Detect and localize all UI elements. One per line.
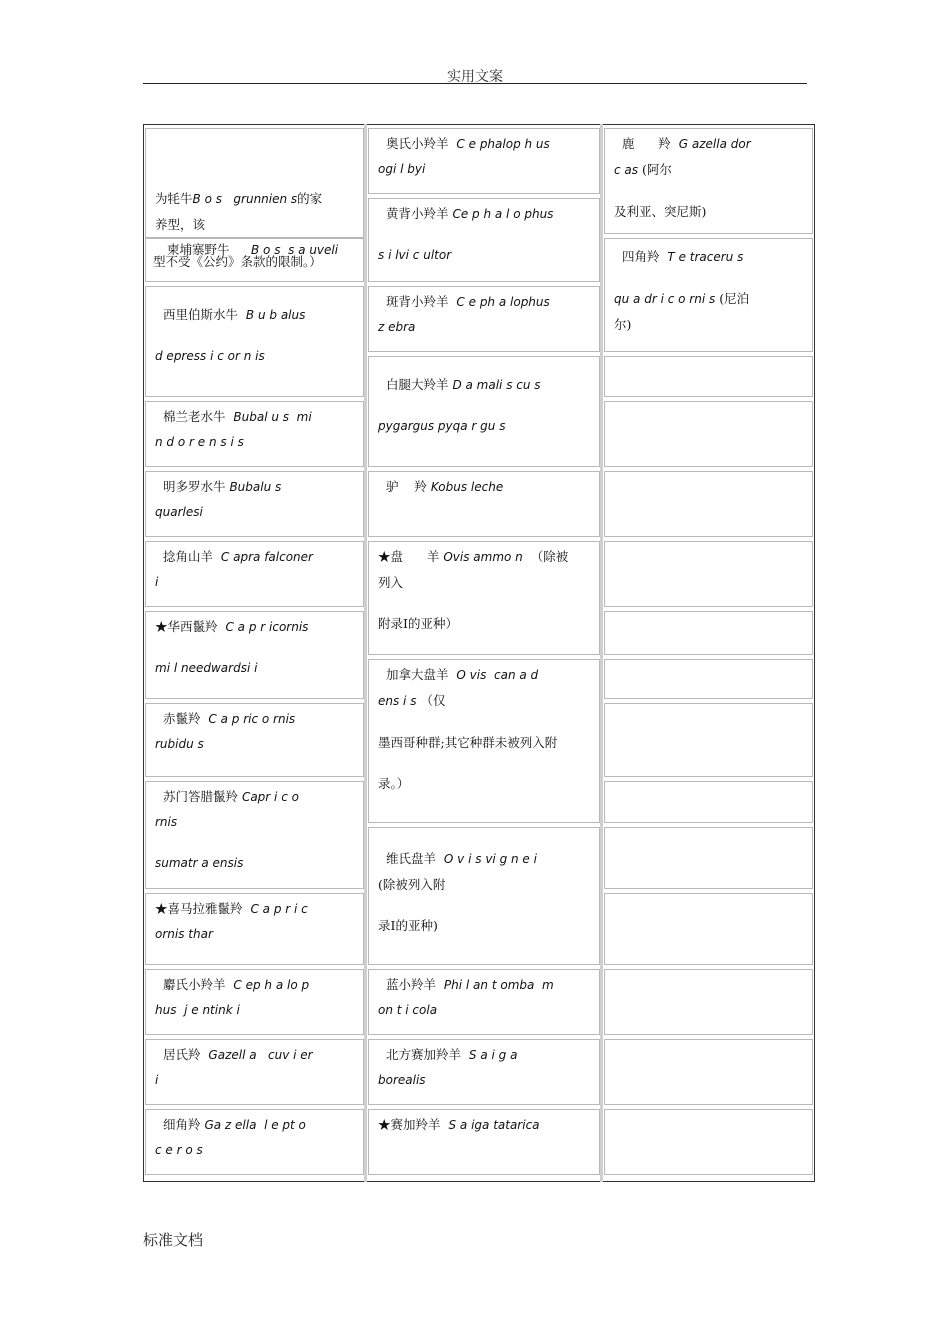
table-cell-gazella-cuvieri: 居氏羚 Gazell a cuv i er i [145, 1039, 364, 1105]
column-separator [364, 124, 367, 1182]
table-cell-capricornis-sumatraensis: 苏门答腊鬣羚 Capr i c o rnis sumatr a ensis [145, 781, 364, 889]
table-cell-bubalus-mindorensis: 棉兰老水牛 Bubal u s mi n d o r e n s i s [145, 401, 364, 467]
table-cell-empty [604, 541, 813, 607]
table-cell-empty [604, 611, 813, 655]
table-cell-saiga-tatarica: ★赛加羚羊 S a iga tatarica [368, 1109, 600, 1175]
table-cell-ovis-ammon: ★盘 羊 Ovis ammo n （除被 列入 附录Ⅰ的亚种） [368, 541, 600, 655]
table-cell-damaliscus-pygargus: 白腿大羚羊 D a mali s cu s pygargus pyqa r gu s [368, 356, 600, 467]
table-cell-saiga-borealis: 北方赛加羚羊 S a i g a borealis [368, 1039, 600, 1105]
table-cell-ovis-canadensis: 加拿大盘羊 O vis can a d ens i s （仅 墨西哥种群;其它种群未被列入附 录。） [368, 659, 600, 823]
table-cell-gazella-dorcas: 鹿 羚 G azella dor c as (阿尔 及利亚、突尼斯) [604, 128, 813, 234]
table-cell-philantomba-monticola: 蓝小羚羊 Phi l an t omba m on t i cola [368, 969, 600, 1035]
table-cell-empty [604, 703, 813, 777]
table-cell-capricornis-thar: ★喜马拉雅鬣羚 C a p r i c ornis thar [145, 893, 364, 965]
table-cell-ovis-vignei: 维氏盘羊 O v i s vi g n e i (除被列入附 录Ⅰ的亚种) [368, 827, 600, 965]
table-cell-tetracerus-quadricornis: 四角羚 T e traceru s qu a dr i c o rni s (尼泊 尔) [604, 238, 813, 352]
table-cell-cephalophus-zebra: 斑背小羚羊 C e ph a lophus z ebra [368, 286, 600, 352]
table-cell-bubalus-depressicornis: 西里伯斯水牛 B u b alus d epress i c or n is [145, 286, 364, 397]
table-cell-empty [604, 781, 813, 823]
table-cell-empty [604, 659, 813, 699]
table-cell-empty [604, 471, 813, 537]
table-cell-cephalophus-ogilbyi: 奥氏小羚羊 C e phalop h us ogi l byi [368, 128, 600, 194]
table-cell-empty [604, 356, 813, 397]
table-cell-capricornis-milneedwardsii: ★华西鬣羚 C a p r icornis mi l needwardsi i [145, 611, 364, 699]
table-cell-empty [604, 969, 813, 1035]
table-cell-bubalus-quarlesi: 明多罗水牛 Bubalu s quarlesi [145, 471, 364, 537]
table-cell-empty [604, 1109, 813, 1175]
table-cell-cephalophus-silvicultor: 黄背小羚羊 Ce p h a l o phus s i lvi c ultor [368, 198, 600, 282]
table-cell-empty [604, 893, 813, 965]
table-cell-kobus-leche: 驴 羚 Kobus leche [368, 471, 600, 537]
header-title: 实用文案 [447, 69, 503, 85]
column-separator [600, 124, 603, 1182]
table-cell-cephalophus-jentinki: 麝氏小羚羊 C ep h a lo p hus j e ntink i [145, 969, 364, 1035]
footer-text: 标准文档 [143, 1231, 204, 1249]
header-rule [143, 83, 807, 84]
table-cell-empty [604, 1039, 813, 1105]
table-cell-empty [604, 827, 813, 889]
table-cell-capra-falconeri: 捻角山羊 C apra falconer i [145, 541, 364, 607]
table-cell-bos-note: 为牦牛B o s grunnien s的家 养型，该 [145, 128, 364, 238]
table-cell-empty [604, 401, 813, 467]
table-cell-gazella-leptoceros: 细角羚 Ga z ella l e pt o c e r o s [145, 1109, 364, 1175]
table-cell-capricornis-rubidus: 赤鬣羚 C a p ric o rnis rubidu s [145, 703, 364, 777]
